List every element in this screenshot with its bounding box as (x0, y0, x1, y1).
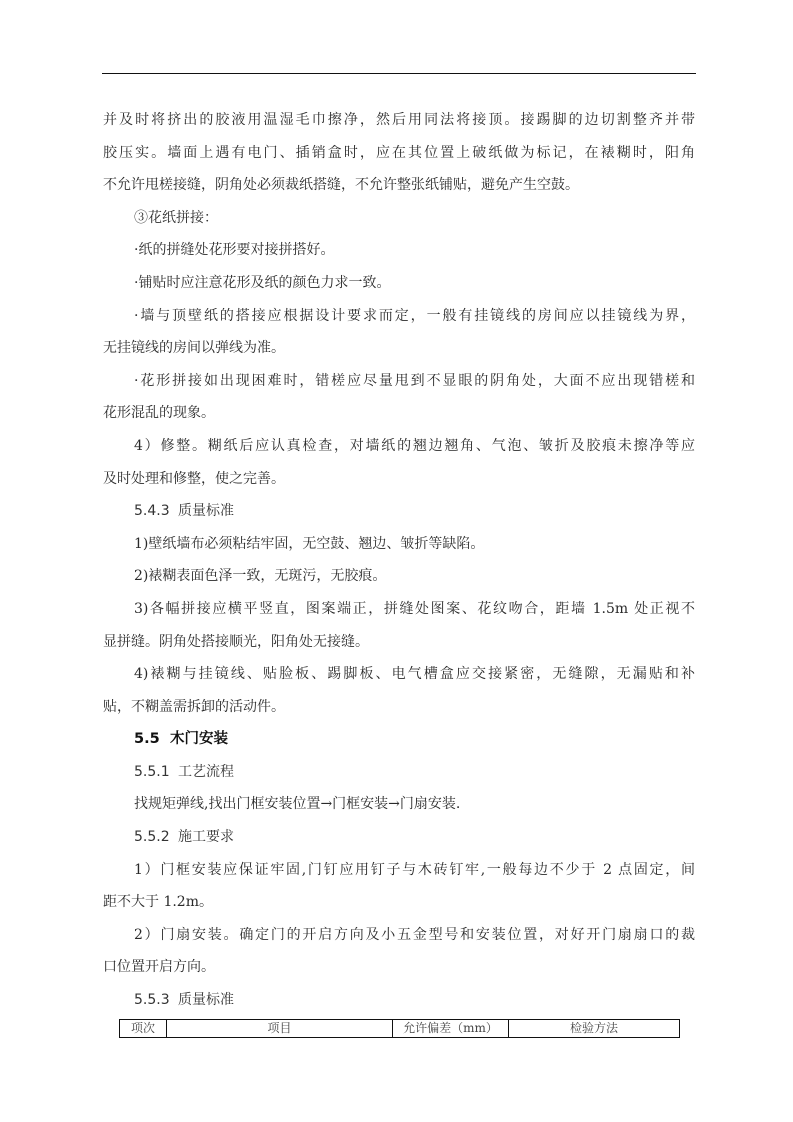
text-line: 并及时将挤出的胶液用温湿毛巾擦净，然后用同法将接顶。接踢脚的边切割整齐并带 (103, 112, 695, 128)
text-line: 贴，不糊盖需拆卸的活动件。 (103, 698, 285, 715)
text-line: 及时处理和修整，使之完善。 (103, 470, 285, 487)
paragraph-wallpaper-joining (103, 104, 695, 202)
section-heading-5-4-3 (103, 495, 695, 528)
text-line: 2）门扇安装。确定门的开启方向及小五金型号和安装位置，对好开门扇扇口的裁 (134, 926, 695, 943)
section-heading-5-5-2 (103, 821, 695, 854)
text-line: ·墙与顶壁纸的搭接应根据设计要求而定，一般有挂镜线的房间应以挂镜线为界， (134, 307, 695, 324)
section-title: 工艺流程 (178, 763, 234, 780)
text-line: 花形混乱的现象。 (103, 405, 215, 422)
section-title: 质量标准 (178, 503, 234, 520)
text-line: 口位置开启方向。 (103, 959, 215, 976)
column-header-item-no: 项次 (120, 1020, 167, 1038)
quality-item: 1)壁纸墙布必须粘结牢固，无空鼓、翘边、皱折等缺陷。 (134, 535, 485, 552)
document-body (103, 104, 695, 1017)
text-line: 1）门框安装应保证牢固,门钉应用钉子与木砖钉牢,一般每边不少于 2 点固定，间 (134, 861, 695, 878)
requirement-item (103, 919, 695, 984)
section-heading-5-5-3 (103, 984, 695, 1017)
paragraph-trimming (103, 430, 695, 495)
text-line: 3)各幅拼接应横平竖直，图案端正，拼缝处图案、花纹吻合，距墙 1.5m 处正视不 (134, 600, 695, 617)
bullet-item (103, 300, 695, 365)
section-number: 5.5 (134, 731, 160, 748)
text-line: 不允许甩槎接缝，阴角处必须裁纸搭缝，不允许整张纸铺贴，避免产生空鼓。 (103, 177, 579, 194)
bullet-item (103, 365, 695, 430)
text-line: 4)裱糊与挂镜线、贴脸板、踢脚板、电气槽盒应交接紧密，无缝隙，无漏贴和补 (134, 666, 695, 683)
quality-item: 2)裱糊表面色泽一致，无斑污，无胶痕。 (134, 568, 387, 585)
section-title: 质量标准 (178, 992, 234, 1009)
column-header-item: 项目 (167, 1020, 393, 1038)
text-line: 无挂镜线的房间以弹线为准。 (103, 340, 285, 357)
text-line: ·花形拼接如出现困难时，错槎应尽量甩到不显眼的阴角处，大面不应出现错槎和 (134, 372, 695, 389)
quality-item (103, 593, 695, 658)
text-line: 4）修整。糊纸后应认真检查，对墙纸的翘边翘角、气泡、皱折及胶痕未擦净等应 (134, 437, 695, 454)
quality-item (103, 658, 695, 723)
section-number: 5.5.2 (134, 829, 170, 846)
page-header-rule (102, 73, 696, 74)
section-number: 5.4.3 (134, 503, 170, 520)
process-flow: 找规矩弹线,找出门框安装位置→门框安装→门扇安装. (134, 796, 461, 813)
section-title: 施工要求 (178, 829, 234, 846)
column-header-inspection-method: 检验方法 (509, 1020, 680, 1038)
text-line: 胶压实。墙面上遇有电门、插销盒时，应在其位置上破纸做为标记，在裱糊时，阳角 (103, 144, 695, 161)
section-title: 木门安装 (170, 731, 228, 748)
quality-standard-table (119, 1019, 680, 1038)
subheading-pattern-joining: ③花纸拼接： (134, 209, 218, 226)
text-line: 显拼缝。阴角处搭接顺光，阳角处无接缝。 (103, 633, 369, 650)
table-header-row (120, 1020, 680, 1038)
requirement-item (103, 854, 695, 919)
section-number: 5.5.1 (134, 763, 170, 780)
section-heading-5-5-1 (103, 756, 695, 789)
bullet-item: ·纸的拼缝处花形要对接拼搭好。 (134, 242, 335, 259)
bullet-item: ·铺贴时应注意花形及纸的颜色力求一致。 (134, 274, 391, 291)
section-heading-5-5 (103, 723, 695, 756)
text-line: 距不大于 1.2m。 (103, 894, 213, 911)
section-number: 5.5.3 (134, 992, 170, 1009)
column-header-tolerance: 允许偏差（mm） (393, 1020, 509, 1038)
